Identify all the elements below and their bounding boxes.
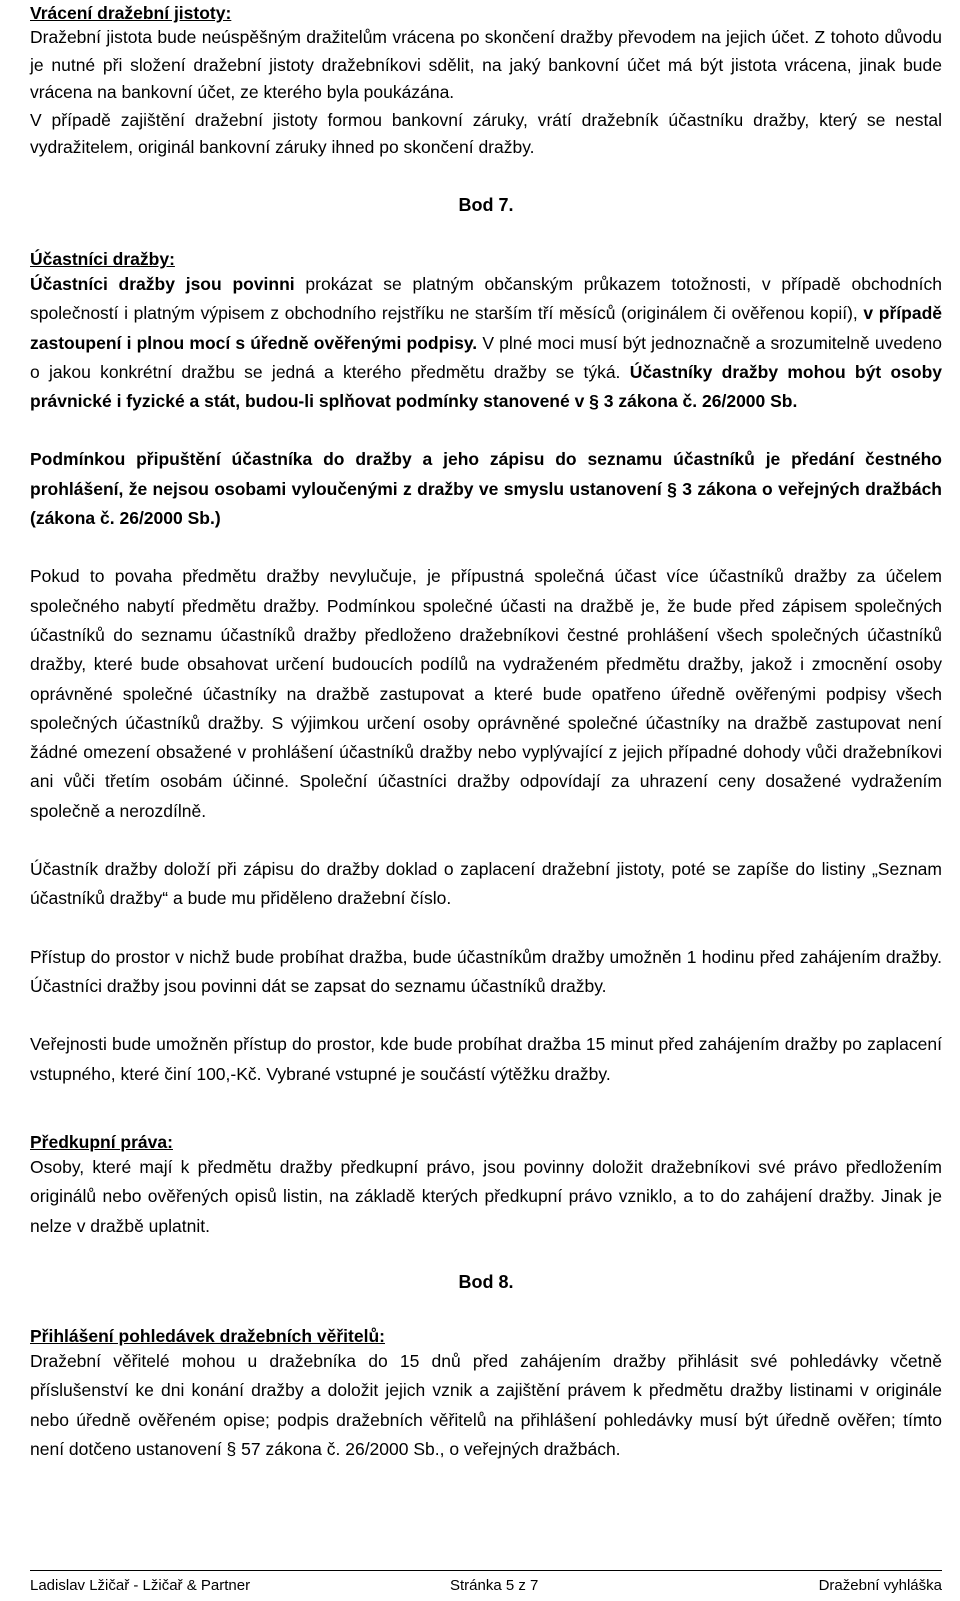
- paragraph: Dražební jistota bude neúspěšným dražitelům vrácena po skončení dražby převodem na jejich účet. Z tohoto důvodu je nutné při složení dražební jistoty dražebníkovi sdělit, na jaký bankovní účet má být jistota vrácena, jinak bude vrácena na bankovní účet, ze kterého byla poukázána.: [30, 27, 942, 102]
- bold-text: Účastníky dražby mohou být osoby právnické i fyzické a stát, budou-li splňovat podmínky stanovené v § 3 zákona č. 26/2000 Sb.: [30, 361, 942, 412]
- paragraph: Přístup do prostor v nichž bude probíhat dražba, bude účastníkům dražby umožněn 1 hodinu před zahájením dražby. Účastníci dražby jsou povinni dát se zapsat do seznamu účastníků dražby.: [30, 946, 942, 996]
- section-preemption-rights: [30, 1131, 942, 1241]
- paragraph: [30, 270, 942, 416]
- section-heading: Vrácení dražební jistoty:: [30, 3, 232, 23]
- article-number: Bod 8.: [458, 1272, 514, 1292]
- paragraph: Dražební věřitelé mohou u dražebníka do 15 dnů před zahájením dražby přihlásit své pohledávky včetně příslušenství ke dni konání dražby a doložit jejich vznik a zajištění právem k předmětu dražby listinami v originále nebo úředně ověřeném opise; podpis dražebních věřitelů na přihlášení pohledávky musí být úředně ověřen; tímto není dotčeno ustanovení § 57 zákona č. 26/2000 Sb., o veřejných dražbách.: [30, 1351, 942, 1459]
- paragraph: V případě zajištění dražební jistoty formou bankovní záruky, vrátí dražebník účastníku dražby, který se nestal vydražitelem, originál bankovní záruky ihned po skončení dražby.: [30, 109, 942, 157]
- footer-page-number: Stránka 5 z 7: [450, 1577, 539, 1594]
- section-participants: [30, 248, 942, 1089]
- footer-document-title: Dražební vyhláška: [818, 1577, 942, 1594]
- paragraph: Pokud to povaha předmětu dražby nevylučuje, je přípustná společná účast více účastníků dražby za účelem společného nabytí předmětu dražby. Podmínkou společné účasti na dražbě je, že bude před zápisem společných účastníků do seznamu účastníků dražby předloženo dražebníkovi čestné prohlášení všech společných účastníků dražby, které bude obsahovat určení budoucích podílů na vydraženém předmětu dražby, jakož i zmocnění osoby oprávněné společné účastníky na dražbě zastupovat a které bude opatřeno úředně ověřenými podpisy všech společných účastníků dražby. S výjimkou určení osoby oprávněné společné účastníky na dražbě zastupovat není žádné omezení obsažené v prohlášení účastníků dražby nebo vyplývající z jejich případné dohody vůči dražebníkovi ani vůči třetím osobám účinné. Společní účastníci dražby odpovídají za uhrazení ceny dosažené vydražením společně a nerozdílně.: [30, 566, 942, 821]
- text: V plné moci musí být jednoznačně a srozumitelně uvedeno o jakou konkrétní dražbu se jedná a kterého předmětu dražby se týká.: [30, 332, 942, 382]
- page-footer: [30, 1570, 942, 1594]
- paragraph: Účastník dražby doloží při zápisu do dražby doklad o zaplacení dražební jistoty, poté se zapíše do listiny „Seznam účastníků dražby“ a bude mu přiděleno dražební číslo.: [30, 859, 942, 909]
- bold-text: Účastníci dražby jsou povinni: [30, 274, 295, 294]
- paragraph: Osoby, které mají k předmětu dražby předkupní právo, jsou povinny doložit dražebníkovi své právo předložením originálů nebo ověřených opisů listin, na základě kterých předkupní právo vzniklo, a to do zahájení dražby. Jinak je nelze v dražbě uplatnit.: [30, 1157, 942, 1236]
- bold-text: v případě zastoupení i plnou mocí s úředně ověřenými podpisy.: [30, 303, 942, 353]
- section-return-of-deposit: [30, 2, 942, 162]
- section-heading: Účastníci dražby:: [30, 249, 175, 269]
- section-heading: Předkupní práva:: [30, 1132, 173, 1152]
- paragraph: Veřejnosti bude umožněn přístup do prostor, kde bude probíhat dražba 15 minut před zahájením dražby po zaplacení vstupného, které činí 100,-Kč. Vybrané vstupné je součástí výtěžku dražby.: [30, 1034, 942, 1084]
- section-heading: Přihlášení pohledávek dražebních věřitelů:: [30, 1326, 385, 1346]
- section-creditor-claims: [30, 1325, 942, 1464]
- article-number: Bod 7.: [458, 195, 514, 215]
- footer-author: Ladislav Lžičař - Lžičař & Partner: [30, 1577, 251, 1594]
- text: prokázat se platným občanským průkazem totožnosti, v případě obchodních společností i platným výpisem z obchodního rejstříku ne starším tří měsíců (originálem či ověřenou kopií),: [30, 274, 942, 324]
- paragraph: Podmínkou připuštění účastníka do dražby a jeho zápisu do seznamu účastníků je předání čestného prohlášení, že nejsou osobami vyloučenými z dražby ve smyslu ustanovení § 3 zákona o veřejných dražbách (zákona č. 26/2000 Sb.): [30, 449, 942, 529]
